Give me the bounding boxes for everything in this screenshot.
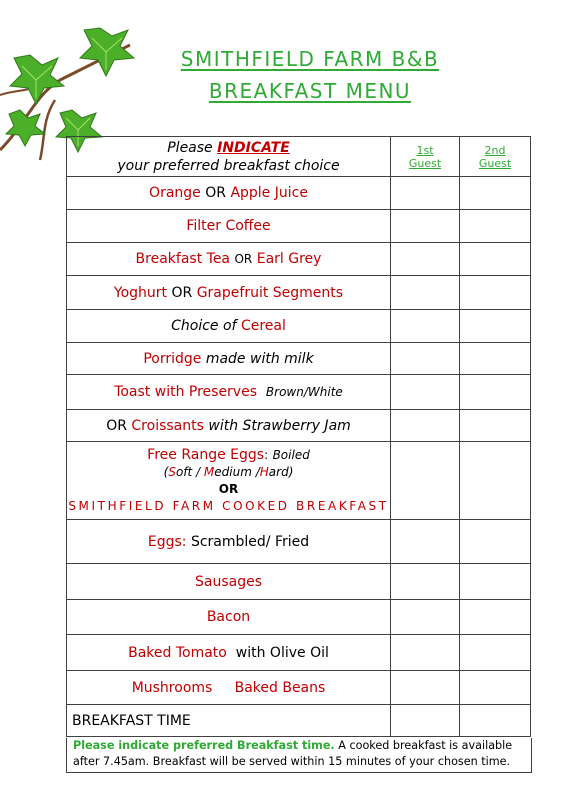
size-initial: H	[259, 464, 269, 479]
guest2-checkbox[interactable]	[460, 442, 531, 520]
guest1-checkbox[interactable]	[391, 635, 460, 671]
menu-row	[67, 705, 531, 737]
paren-text: )	[288, 464, 294, 479]
breakfast-menu-table	[66, 136, 531, 737]
item-label: Boiled	[272, 447, 310, 462]
menu-row	[67, 442, 531, 520]
guest1-checkbox[interactable]	[391, 671, 460, 705]
guest1-label-b: Guest	[408, 156, 442, 170]
guest1-checkbox[interactable]	[391, 243, 460, 276]
or-text: OR	[106, 417, 127, 434]
menu-row	[67, 375, 531, 410]
footer-bold-text: Please indicate preferred Breakfast time.	[73, 739, 335, 752]
guest1-checkbox[interactable]	[391, 310, 460, 343]
or-text: OR	[205, 185, 226, 201]
paren-text: (	[163, 464, 169, 479]
guest2-label-b: Guest	[478, 156, 512, 170]
title-line-2: BREAKFAST MENU	[208, 79, 412, 103]
menu-row	[67, 310, 531, 343]
size-initial: M	[203, 464, 215, 479]
item-coffee	[67, 210, 391, 243]
item-label: Eggs:	[147, 533, 187, 550]
menu-row	[67, 600, 531, 635]
guest1-checkbox[interactable]	[391, 276, 460, 310]
menu-row	[67, 410, 531, 442]
item-label: made with milk	[205, 350, 314, 367]
guest2-checkbox[interactable]	[460, 520, 531, 564]
item-yoghurt	[67, 276, 391, 310]
title-line-1: SMITHFIELD FARM B&B	[180, 47, 440, 71]
item-tomato	[67, 635, 391, 671]
guest2-label-a: 2nd	[484, 143, 506, 157]
guest2-checkbox[interactable]	[460, 375, 531, 410]
menu-row	[67, 671, 531, 705]
menu-row	[67, 276, 531, 310]
guest1-checkbox[interactable]	[391, 375, 460, 410]
item-label: Brown/White	[265, 385, 343, 399]
guest1-header	[391, 137, 460, 177]
guest2-checkbox[interactable]	[460, 671, 531, 705]
item-breakfast-time	[67, 705, 391, 737]
guest1-checkbox[interactable]	[391, 600, 460, 635]
colon-text: :	[264, 447, 269, 462]
guest2-checkbox[interactable]	[460, 564, 531, 600]
header-instructions	[67, 137, 391, 177]
item-label: SMITHFIELD FARM COOKED BREAKFAST	[68, 498, 389, 513]
guest2-checkbox[interactable]	[460, 410, 531, 442]
item-label: BREAKFAST TIME	[72, 712, 191, 729]
guest1-checkbox[interactable]	[391, 442, 460, 520]
item-label: Sausages	[194, 573, 262, 590]
item-label: Yoghurt	[113, 284, 168, 301]
guest1-checkbox[interactable]	[391, 520, 460, 564]
item-label: Scrambled/ Fried	[190, 533, 310, 550]
guest1-checkbox[interactable]	[391, 210, 460, 243]
item-label: Porridge	[143, 350, 202, 367]
or-text: OR	[218, 481, 239, 496]
item-tea	[67, 243, 391, 276]
menu-row	[67, 520, 531, 564]
item-label: Filter Coffee	[186, 218, 271, 234]
menu-row	[67, 343, 531, 375]
sep-text: /	[192, 464, 204, 479]
or-text: OR	[234, 252, 253, 266]
item-mushrooms	[67, 671, 391, 705]
item-label: Orange	[149, 185, 201, 201]
size-text: edium	[214, 464, 252, 479]
guest2-checkbox[interactable]	[460, 210, 531, 243]
item-juice	[67, 177, 391, 210]
item-label: Baked Beans	[234, 679, 326, 696]
item-label: Free Range Eggs	[147, 446, 265, 463]
guest1-checkbox[interactable]	[391, 410, 460, 442]
item-label: Toast with Preserves	[114, 384, 258, 400]
please-text: Please	[167, 139, 213, 156]
guest1-checkbox[interactable]	[391, 564, 460, 600]
item-eggs-boiled-or-cooked	[67, 442, 391, 520]
item-label: Breakfast Tea	[135, 251, 231, 267]
guest2-checkbox[interactable]	[460, 600, 531, 635]
footer-note	[66, 738, 532, 773]
item-eggs	[67, 520, 391, 564]
guest1-checkbox[interactable]	[391, 177, 460, 210]
item-croissants	[67, 410, 391, 442]
guest2-checkbox[interactable]	[460, 276, 531, 310]
menu-row	[67, 177, 531, 210]
guest2-checkbox[interactable]	[460, 177, 531, 210]
menu-row	[67, 210, 531, 243]
item-label: Cereal	[240, 318, 286, 334]
footer-rest-text: A cooked breakfast is available after 7.45am. Breakfast will be served within 15 minutes of your chosen time.	[73, 739, 513, 768]
guest2-checkbox[interactable]	[460, 635, 531, 671]
guest1-label-a: 1st	[416, 143, 434, 157]
item-label: with Strawberry Jam	[208, 417, 351, 434]
indicate-text: INDICATE	[217, 139, 290, 156]
item-label: Grapefruit Segments	[196, 284, 344, 301]
sep-text: /	[251, 464, 260, 479]
size-text: oft	[175, 464, 193, 479]
guest2-checkbox[interactable]	[460, 343, 531, 375]
guest2-checkbox[interactable]	[460, 243, 531, 276]
item-label: Mushrooms	[131, 679, 213, 696]
choice-text: your preferred breakfast choice	[117, 157, 340, 174]
header-row	[67, 137, 531, 177]
guest2-time-field[interactable]	[460, 705, 531, 737]
item-porridge	[67, 343, 391, 375]
item-label: with Olive Oil	[235, 644, 329, 661]
item-cereal	[67, 310, 391, 343]
guest1-time-field[interactable]	[391, 705, 460, 737]
item-sausages	[67, 564, 391, 600]
item-toast	[67, 375, 391, 410]
item-label: Baked Tomato	[128, 644, 227, 661]
item-label: Earl Grey	[256, 251, 322, 267]
menu-row	[67, 243, 531, 276]
item-label: Apple Juice	[230, 185, 308, 201]
guest1-checkbox[interactable]	[391, 343, 460, 375]
item-bacon	[67, 600, 391, 635]
menu-row	[67, 564, 531, 600]
guest2-header	[460, 137, 531, 177]
menu-row	[67, 635, 531, 671]
or-text: OR	[171, 284, 193, 301]
guest2-checkbox[interactable]	[460, 310, 531, 343]
size-initial: S	[168, 464, 176, 479]
size-text: ard	[268, 464, 289, 479]
item-label: Bacon	[206, 609, 251, 625]
item-label: Croissants	[131, 417, 204, 434]
item-label: Choice of	[171, 318, 237, 334]
